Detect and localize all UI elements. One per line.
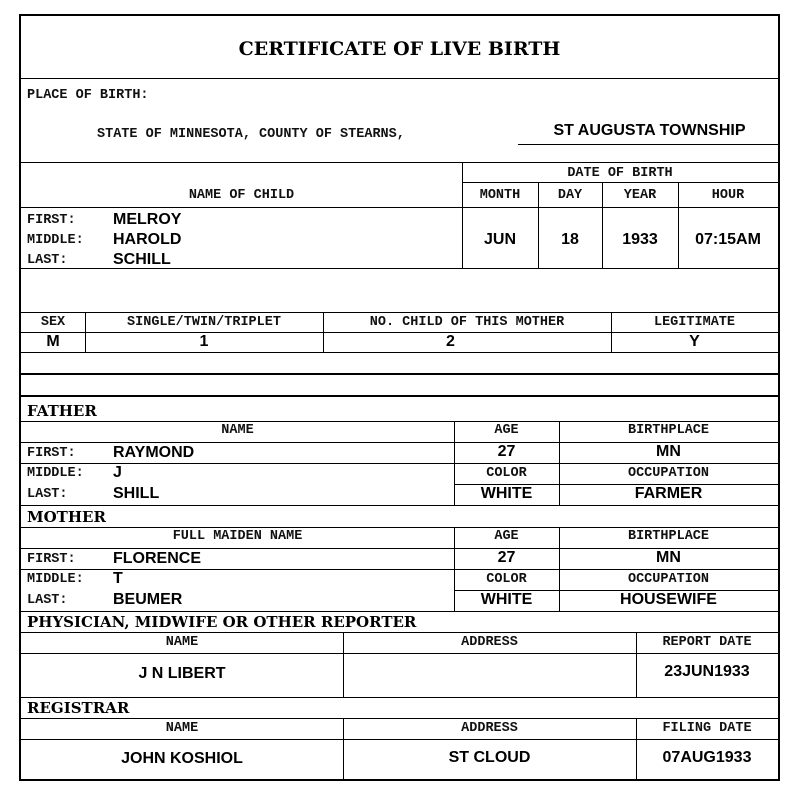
divider bbox=[21, 463, 778, 464]
registrar-address-label: ADDRESS bbox=[461, 721, 518, 736]
divider bbox=[21, 569, 778, 570]
birth-day: 18 bbox=[561, 231, 579, 248]
father-color: WHITE bbox=[480, 485, 533, 502]
father-middle-label: MIDDLE: bbox=[27, 466, 84, 481]
year-label: YEAR bbox=[623, 188, 657, 203]
divider bbox=[21, 718, 778, 719]
child-first-name: MELROY bbox=[113, 211, 182, 228]
registrar-section-title: REGISTRAR bbox=[27, 699, 130, 717]
divider bbox=[559, 527, 560, 611]
father-first-label: FIRST: bbox=[27, 446, 76, 461]
legitimate-label: LEGITIMATE bbox=[653, 315, 735, 330]
divider bbox=[454, 527, 455, 611]
place-of-birth-label: PLACE OF BIRTH: bbox=[27, 88, 149, 103]
mother-first-label: FIRST: bbox=[27, 552, 76, 567]
divider bbox=[21, 312, 778, 313]
mother-middle-name: T bbox=[113, 570, 123, 587]
father-last-label: LAST: bbox=[27, 487, 68, 502]
birth-certificate bbox=[19, 14, 780, 781]
filing-date-label: FILING DATE bbox=[662, 721, 752, 736]
mother-birthplace: MN bbox=[656, 549, 681, 566]
mother-color: WHITE bbox=[480, 591, 533, 608]
divider bbox=[21, 268, 778, 269]
father-age-label: AGE bbox=[494, 423, 519, 438]
child-first-label: FIRST: bbox=[27, 213, 76, 228]
mother-color-label: COLOR bbox=[486, 572, 527, 587]
mother-section-title: MOTHER bbox=[27, 508, 106, 526]
divider bbox=[538, 182, 539, 268]
child-name-header: NAME OF CHILD bbox=[188, 188, 295, 203]
divider bbox=[21, 739, 778, 740]
certificate-title: CERTIFICATE OF LIVE BIRTH bbox=[238, 38, 561, 60]
divider bbox=[462, 162, 463, 268]
registrar-name: JOHN KOSHIOL bbox=[121, 750, 243, 767]
divider bbox=[636, 632, 637, 697]
divider bbox=[678, 182, 679, 268]
birth-month: JUN bbox=[483, 231, 516, 248]
divider bbox=[323, 312, 324, 352]
father-first-name: RAYMOND bbox=[113, 444, 195, 461]
father-occupation: FARMER bbox=[634, 485, 703, 502]
physician-section-title: PHYSICIAN, MIDWIFE OR OTHER REPORTER bbox=[27, 613, 417, 631]
date-of-birth-header: DATE OF BIRTH bbox=[567, 166, 673, 181]
registrar-name-label: NAME bbox=[165, 721, 199, 736]
child-number-label: NO. CHILD OF THIS MOTHER bbox=[369, 315, 565, 330]
plurality-value: 1 bbox=[199, 333, 209, 350]
divider bbox=[21, 421, 778, 422]
physician-address-label: ADDRESS bbox=[461, 635, 518, 650]
father-middle-name: J bbox=[113, 464, 122, 481]
legitimate-value: Y bbox=[689, 333, 700, 350]
township-value: ST AUGUSTA TOWNSHIP bbox=[553, 122, 746, 139]
mother-middle-label: MIDDLE: bbox=[27, 572, 84, 587]
section-divider bbox=[21, 395, 778, 397]
father-section-title: FATHER bbox=[27, 402, 97, 420]
child-last-label: LAST: bbox=[27, 253, 68, 268]
mother-age: 27 bbox=[497, 549, 516, 566]
divider bbox=[462, 182, 778, 183]
mother-birthplace-label: BIRTHPLACE bbox=[627, 529, 709, 544]
filing-date: 07AUG1933 bbox=[662, 749, 752, 766]
child-last-name: SCHILL bbox=[113, 251, 171, 268]
birth-hour: 07:15AM bbox=[695, 231, 761, 248]
state-county-text: STATE OF MINNESOTA, COUNTY OF STEARNS, bbox=[97, 127, 405, 142]
divider bbox=[343, 632, 344, 697]
divider bbox=[21, 632, 778, 633]
divider bbox=[21, 653, 778, 654]
mother-last-name: BEUMER bbox=[113, 591, 183, 608]
divider bbox=[21, 207, 778, 208]
divider bbox=[611, 312, 612, 352]
divider bbox=[21, 352, 778, 353]
divider bbox=[454, 421, 455, 505]
month-label: MONTH bbox=[479, 188, 521, 203]
divider bbox=[602, 182, 603, 268]
section-divider bbox=[21, 373, 778, 375]
child-middle-name: HAROLD bbox=[113, 231, 182, 248]
divider bbox=[343, 718, 344, 779]
divider bbox=[21, 78, 778, 79]
township-underline bbox=[518, 144, 778, 145]
divider bbox=[636, 718, 637, 779]
birth-year: 1933 bbox=[622, 231, 658, 248]
divider bbox=[85, 312, 86, 352]
physician-name: J N LIBERT bbox=[138, 665, 226, 682]
father-birthplace-label: BIRTHPLACE bbox=[627, 423, 709, 438]
father-occupation-label: OCCUPATION bbox=[627, 466, 709, 481]
child-number-value: 2 bbox=[446, 333, 455, 350]
divider bbox=[21, 527, 778, 528]
father-name-header: NAME bbox=[221, 423, 254, 438]
sex-value: M bbox=[46, 333, 60, 350]
father-last-name: SHILL bbox=[113, 485, 160, 502]
father-color-label: COLOR bbox=[486, 466, 527, 481]
divider bbox=[21, 162, 778, 163]
report-date: 23JUN1933 bbox=[664, 663, 750, 680]
father-birthplace: MN bbox=[656, 443, 681, 460]
plurality-label: SINGLE/TWIN/TRIPLET bbox=[127, 315, 281, 330]
mother-first-name: FLORENCE bbox=[113, 550, 201, 567]
child-middle-label: MIDDLE: bbox=[27, 233, 84, 248]
mother-age-label: AGE bbox=[494, 529, 519, 544]
physician-name-label: NAME bbox=[165, 635, 199, 650]
mother-name-header: FULL MAIDEN NAME bbox=[172, 529, 303, 544]
registrar-address: ST CLOUD bbox=[448, 749, 531, 766]
divider bbox=[21, 611, 778, 612]
father-age: 27 bbox=[497, 443, 516, 460]
divider bbox=[21, 505, 778, 506]
day-label: DAY bbox=[557, 188, 583, 203]
report-date-label: REPORT DATE bbox=[662, 635, 752, 650]
sex-label: SEX bbox=[40, 315, 66, 330]
mother-occupation-label: OCCUPATION bbox=[627, 572, 709, 587]
divider bbox=[21, 697, 778, 698]
mother-last-label: LAST: bbox=[27, 593, 68, 608]
divider bbox=[559, 421, 560, 505]
hour-label: HOUR bbox=[711, 188, 745, 203]
mother-occupation: HOUSEWIFE bbox=[620, 591, 717, 608]
